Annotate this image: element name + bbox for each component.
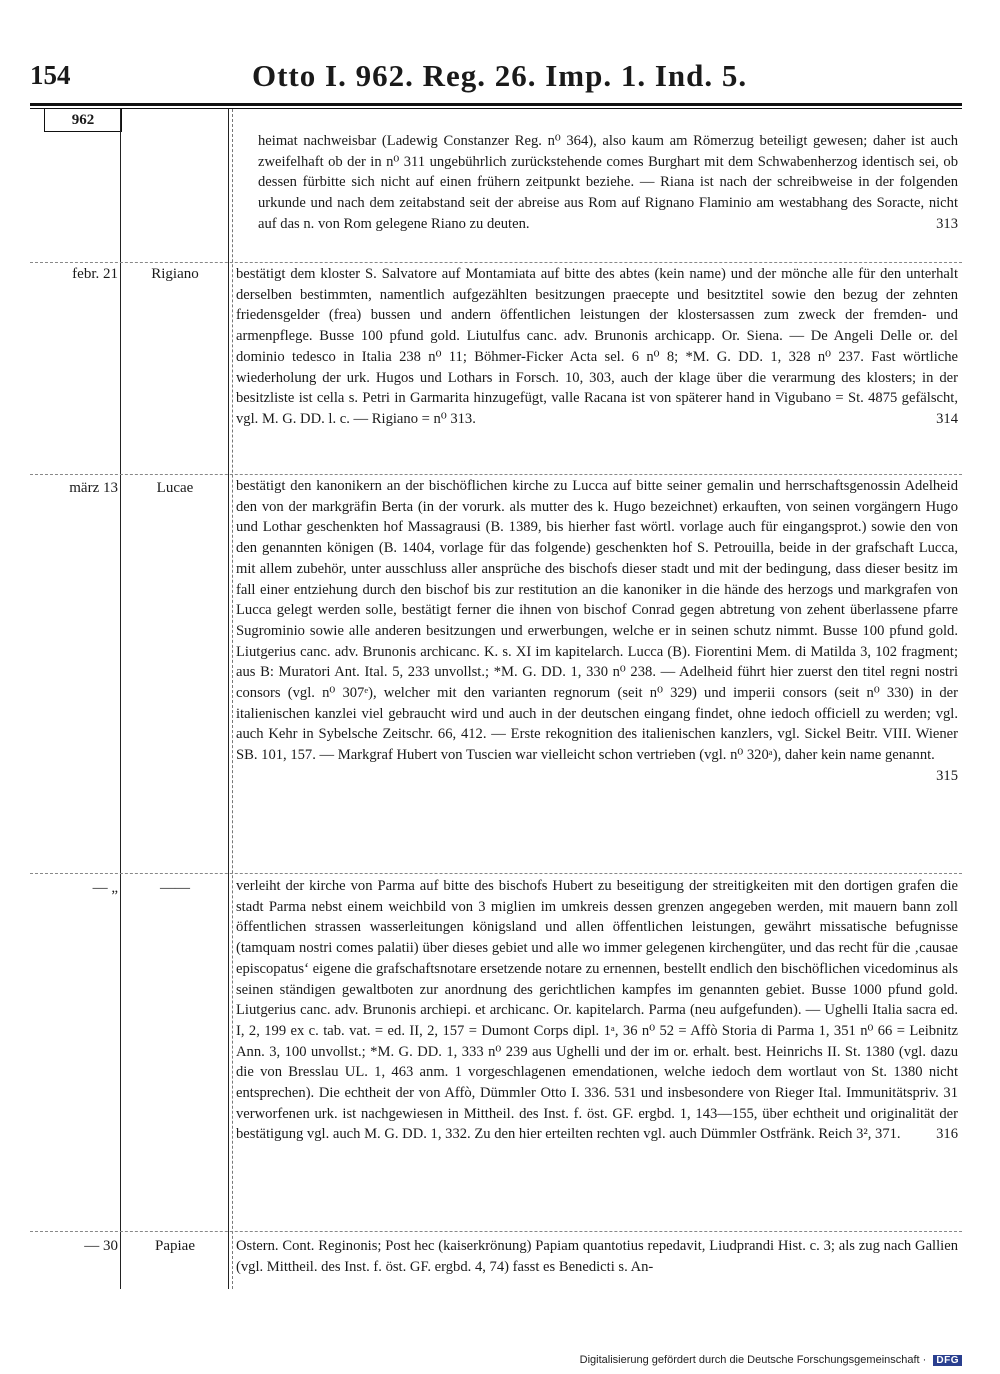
year-box: 962	[44, 109, 122, 132]
column-divider-dashed	[232, 109, 233, 1289]
entry-number: 315	[936, 767, 958, 784]
entry-place: Papiae	[155, 1238, 195, 1254]
entry-date: febr. 21	[72, 266, 118, 282]
page-title: Otto I. 962. Reg. 26. Imp. 1. Ind. 5.	[252, 58, 748, 93]
header-rule-thin	[30, 108, 962, 109]
entry-separator	[30, 873, 962, 874]
entry-date: märz 13	[69, 480, 118, 496]
entry-text: bestätigt dem kloster S. Salvatore auf Montamiata auf bitte des abtes (kein name) und der mönche alle für den unterhalt derselben bestimmten, namentlich aufgezählten besitzungen praecepte und besitztitel sowie den bezug der zehnten friedensgelder (frea) bussen und andern öffentlichen leistungen der klostersassen zum zweck der fremden- und armenpflege. Busse 100 pfund gold. Liutulfus canc. adv. Brunonis archicapp. Or. Siena. — De Angeli Delle or. del dominio tedesco in Italia 238 n⁰ 11; Böhmer-Ficker Acta sel. 6 n⁰ 8; *M. G. DD. 1, 328 n⁰ 237. Fast wörtliche wiederholung der urk. Hugos und Lothars in Forsch. 10, 303, auch der klage über die verarmung des klosters; in der besitzliste ist cella s. Petri in Garmarita hinzugefügt, valle Racana ist von späterer hand in Vigubano = St. 4875 gefälscht, vgl. M. G. DD. l. c. — Rigiano = n⁰ 313.	[236, 266, 958, 427]
page-number: 154	[30, 60, 71, 90]
entry-separator	[30, 262, 962, 263]
entry-separator	[30, 474, 962, 475]
entry-text: bestätigt den kanonikern an der bischöflichen kirche zu Lucca auf bitte seiner gemalin und herrschaftsgenossin Adelheid den von der markgräfin Berta (in der vorurk. als mutter des k. Hugo bezeichnet) erkauften, von seinen vorgängern Hugo und Lothar geschenkten hof Massagrausi (B. 1389, bis hierher fast wörtl. vorlage auch für eingangsprot.) sowie den von den genannten königen (B. 1404, vorlage für das folgende) geschenkten hof S. Petrouilla, beide in der grafschaft Lucca, mit allem zubehör, unter ausschluss aller ansprüche des bischofs dieser stadt und mit der bedingung, dass dieser besitz im fall einer entziehung durch den bischof bis zur restitution an die kanoniker in die hände des herzogs und markgrafen von Lucca gelegt werden solle, bestätigt ferner die ihnen von bischof Conrad gegen abtretung von zehent überlassene pfarre Sugrominio sowie alle anderen besitzungen und erwerbungen, welche er in seinen schutz nimmt. Busse 100 pfund gold. Liutgerius canc. adv. Brunonis archicanc. K. s. XI im kapitelarch. Lucca (B). Fiorentini Mem. di Matilda 3, 102 fragment; aus B: Muratori Ant. Ital. 5, 233 unvollst.; *M. G. DD. 1, 330 n⁰ 238. — Adelheid führt hier zuerst den titel regni nostri consors (vgl. n⁰ 307ᵉ), welcher mit den varianten regnorum (seit n⁰ 329) und imperii consors (seit n⁰ 330) in der italienischen kanzlei viel gebraucht wird und auch in der deutschen eingang findet, ohne iedoch officiell zu werden; vgl. auch Kehr in Sybelsche Zeitschr. 66, 412. — Erste rekognition des italienischen kanzlers, vgl. Sickel Beitr. VIII. Wiener SB. 101, 157. — Markgraf Hubert von Tuscien war vielleicht schon vertrieben (vgl. n⁰ 320ᵃ), daher kein name genannt.	[236, 478, 958, 764]
entry-315	[236, 476, 958, 787]
entry-place: Lucae	[156, 480, 194, 496]
entry-number: 316	[936, 1126, 958, 1143]
entry-314	[236, 264, 958, 430]
entry-317	[236, 1236, 958, 1277]
entry-place: ——	[160, 880, 190, 896]
entry-316	[236, 876, 958, 1145]
entry-text: heimat nachweisbar (Ladewig Constanzer Reg. n⁰ 364), also kaum am Römerzug beteiligt gewesen; daher ist auch zweifelhaft ob der in n⁰ 311 ungebührlich zurückstehende comes Burghart mit dem Schwabenherzog identisch sei, ob dessen fürbitte sich nicht auf einen frühern zeitpunkt beziehe. — Riana ist nach der schreibweise in der folgenden urkunde und nach dem zeitabstand seit der abreise aus Rom auf Rignano Flaminio am westabhang des Soracte, nicht auf das n. von Rom gelegene Riano zu deuten.	[258, 133, 958, 232]
entry-number: 314	[936, 410, 958, 427]
entry-place: Rigiano	[151, 266, 199, 282]
entry-text: verleiht der kirche von Parma auf bitte des bischofs Hubert zu beseitigung der streitigkeiten mit den dortigen grafen die stadt Parma nebst einem weichbild von 3 miglien im umkreis dessen grenzen angegeben werden, mit mauern bann zoll öffentlichen strassen wasserleitungen königsland und allen öffentlichen leistungen, gewährt missatische befugnisse (tamquam nostri comes palatii) über dieses gebiet und alle wo immer gelegenen kirchengüter, und das recht für die ‚causae episcopatus‘ eigene die grafschaftsnotare ersetzende notare zu ernennen, bestellt endlich den bischöflichen vicedominus als seinen ständigen gewaltboten zur anordnung des gerichtlichen kampfes im genannten gebiet. Busse 1000 pfund gold. Liutgerius canc. adv. Brunonis archiepi. et archicanc. Or. kapitelarch. Parma (neu aufgefunden). — Ughelli Italia sacra ed. I, 2, 199 ex c. tab. vat. = ed. II, 2, 157 = Dumont Corps dipl. 1ᵃ, 36 n⁰ 52 = Affò Storia di Parma 1, 351 n⁰ 66 = Leibnitz Ann. 3, 100 unvollst.; *M. G. DD. 1, 333 n⁰ 239 aus Ughelli und der im or. erhalt. best. Heinrichs II. St. 1380 (vgl. dazu die von Bresslau UL. 1, 463 anm. 1 vorgeschlagenen emendationen, welche iedoch dem wortlaut von St. 1380 nicht entsprechen). Die echtheit der von Affò, Dümmler Otto I. 336. 531 und insbesondere von Rieger Ital. Immunitätspriv. 31 verworfenen urk. ist nachgewiesen in Mittheil. des Inst. f. öst. GF. ergbd. 1, 143—155, über echtheit und originalität der bestätigung vgl. auch M. G. DD. 1, 332. Zu den hier erteilten rechten vgl. auch Dümmler Ostfränk. Reich 3², 371.	[236, 878, 958, 1143]
entry-separator	[30, 1231, 962, 1232]
entry-number: 313	[936, 215, 958, 232]
entry-date: — 30	[84, 1238, 118, 1254]
footer-text: Digitalisierung gefördert durch die Deutsche Forschungsgemeinschaft ·	[579, 1354, 927, 1366]
dfg-logo-icon: DFG	[933, 1355, 962, 1366]
column-divider-left	[120, 109, 121, 1289]
entry-313	[236, 131, 958, 235]
footer-credit	[580, 1354, 962, 1366]
entry-date: — „	[92, 880, 118, 896]
header-rule-thick	[30, 103, 962, 106]
entry-text: Ostern. Cont. Reginonis; Post hec (kaiserkrönung) Papiam quantotius repedavit, Liudprandi Hist. c. 3; als zug nach Gallien (vgl. Mittheil. des Inst. f. öst. GF. ergbd. 4, 74) fasst es Benedicti s. An-	[236, 1238, 958, 1275]
column-divider-right	[228, 109, 229, 1289]
